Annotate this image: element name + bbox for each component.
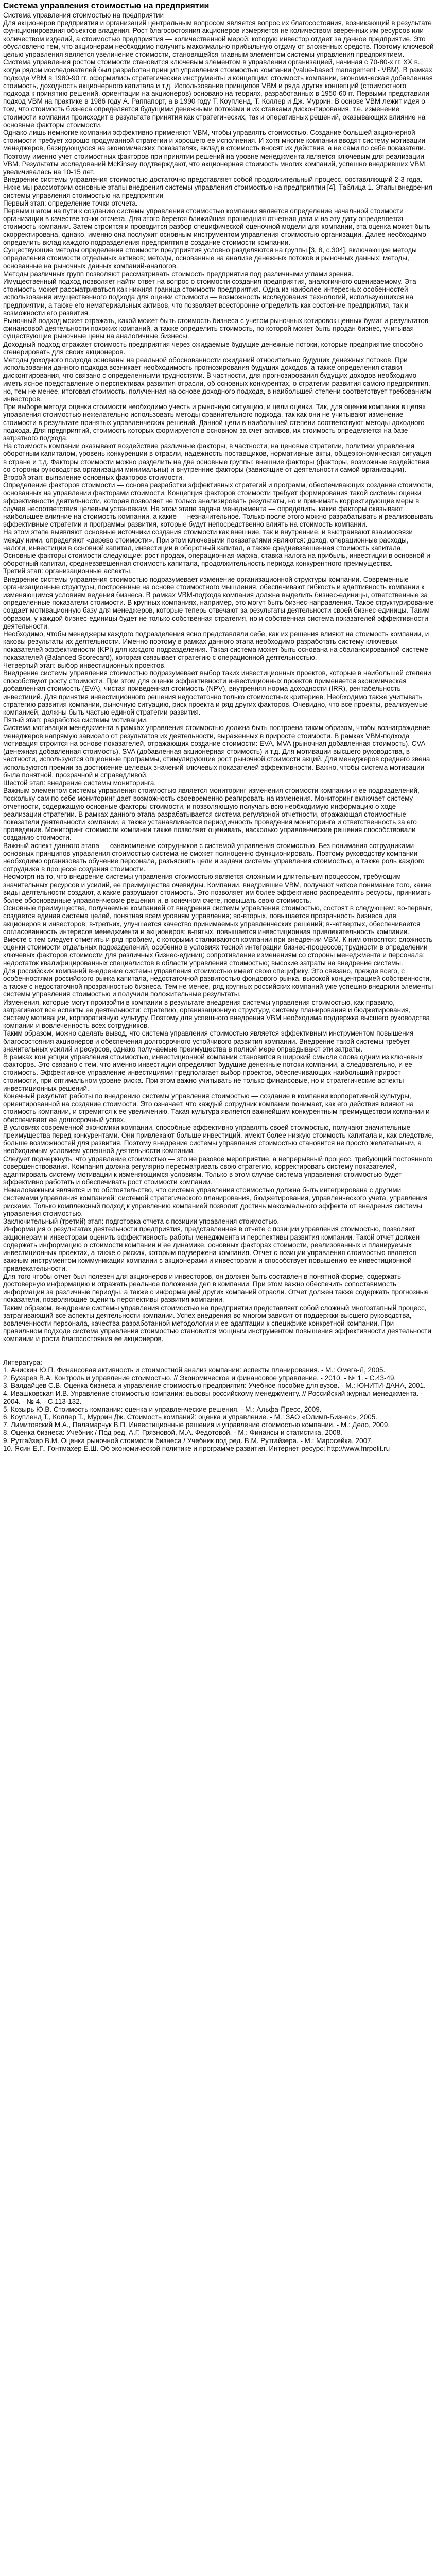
- paragraph: Третий этап: организационные аспекты.: [3, 567, 132, 575]
- paragraph: Для того чтобы отчет был полезен для акционеров и инвесторов, он должен быть составлен в понятной форме, содержать достоверную информацию и отражать реальное положение дел в компании. При этом важно обеспечить сопоставимость информации за различные периоды, а также с информацией других компаний отрасли. Отчет должен также содержать прогнозные показатели, позволяющие оценить перспективы развития компании.: [3, 1272, 429, 1304]
- paragraph: Информация о результатах деятельности предприятия, представленная в отчете с позиции управления стоимостью, позволяет акционерам и инвесторам оценить эффективность работы менеджмента и перспективы развития компании. Такой отчет должен содержать информацию о стоимости компании и ее динамике, основных факторах стоимости, реализованных и планируемых инвестиционных проектах, а также о рисках, которым подвержена компания. Отчет с позиции управления стоимостью является важным инструментом коммуникации компании с акционерами и инвесторами и способствует повышению ее инвестиционной привлекательности.: [3, 1225, 420, 1273]
- paragraph: Изменения, которые могут произойти в компании в результате внедрения системы управления стоимостью, как правило, затрагивают все аспекты ее деятельности: стратегию, организационную структуру, систему планирования и бюджетирования, систему мотивации, корпоративную культуру. Поэтому для успешного внедрения VBM необходима поддержка высшего руководства компании и вовлеченность всех сотрудников.: [3, 998, 430, 1030]
- paragraph: Конечный результат работы по внедрению системы управления стоимостью — создание в компании корпоративной культуры, ориентированной на создание стоимости. Это означает, что каждый сотрудник компании понимает, как его действия влияют на стоимость компании, и стремится к ее увеличению. Такая культура является важнейшим конкурентным преимуществом компании и обеспечивает ее долгосрочный успех.: [3, 1092, 430, 1124]
- paragraph: Рыночный подход может отражать, какой может быть стоимость бизнеса с учетом рыночных котировок ценных бумаг и результатов финансовой деятельности похожих компаний, а также определить стоимость, по которой может быть продан бизнес, учитывая существующие рыночные цены на аналогичные бизнесы.: [3, 316, 428, 341]
- paragraph: В рамках концепции управления стоимостью, инвестиционной компании становится в широкий смысле слова одним из ключевых факторов. Это связано с тем, что именно инвестиции определяют будущие денежные потоки компании, а следовательно, и ее стоимость. Эффективное управление инвестициями предполагает выбор проектов, обеспечивающих наибольший прирост стоимости, при оптимальном уровне риска. При этом важно учитывать не только финансовые, но и стратегические аспекты инвестиционных решений.: [3, 1053, 423, 1092]
- paragraph: Важным элементом системы управления стоимостью является мониторинг изменения стоимости компании и ее подразделений, поскольку сам по себе мониторинг дает возможность своевременно реагировать на изменения. Мониторинг включает систему отчетности, содержащую основные факторы стоимости, и позволяющую получать всю необходимую информацию о ходе реализации стратегии. В рамках данного этапа разрабатывается система регулярной отчетности, отражающая стоимостные показатели деятельности компании, а также устанавливается периодичность проведения мониторинга и ответственность за его проведение. Мониторинг стоимости компании также позволяет оценивать, насколько управленческие решения способствовали созданию стоимости.: [3, 787, 420, 842]
- paragraph: Внедрение системы управления стоимостью подразумевает изменение организационной структуры компании. Современные организационные структуры, построенные на основе стоимостного мышления, обеспечивают гибкость и адаптивность компании к изменяющимся условиям ведения бизнеса. В рамках VBM-подхода компания должна выделить бизнес-единицы, ответственные за определенные показатели стоимости. В крупных компаниях, например, это могут быть бизнес-направления. Такое структурирование создает мотивационную базу для менеджеров, которые теперь отвечают за результаты деятельности своей бизнес-единицы. Таким образом, у каждой бизнес-единицы будет не только собственная стратегия, но и собственная система показателей эффективности деятельности.: [3, 575, 434, 630]
- paragraph: Имущественный подход позволяет найти ответ на вопрос о стоимости создания предприятия, аналогичного оцениваемому. Эта стоимость может рассматриваться как нижняя граница стоимости предприятия. Одна из наиболее интересных особенностей использования имущественного подхода для оценки стоимости — возможность исследования технологий, использующихся на предприятии, а также его нематериальных активов, что позволяет всесторонне определить как состояние предприятия, так и возможности его развития.: [3, 277, 416, 317]
- spacer: [3, 1343, 434, 1359]
- paragraph: Внедрение системы управления стоимостью достаточно представляет собой продолжительный процесс, составляющий 2-3 года. Ниже мы рассмотрим основные этапы внедрения системы управления стоимостью на предприятии [4]. Таблица 1. Этапы внедрения системы управления стоимостью на предприятии: [3, 176, 432, 199]
- paragraph: Методы доходного подхода основаны на реальной обоснованности ожиданий относительно будущих денежных потоков. При использовании данного подхода возникает необходимость прогнозирования будущих доходов, а также определения ставки дисконтирования, что связано с определенными трудностями. В частности, для прогнозирования будущих доходов необходимо иметь ясное представление о перспективах развития отрасли, об основных конкурентах, о стратегии развития самого предприятия, но, тем не менее, итоговая стоимость, полученная на основе доходного подхода, в наибольшей степени соответствует требованиям инвесторов.: [3, 355, 432, 403]
- paragraph: На этом этапе выявляют основные источники создания стоимости как внешние, так и внутренние, и выстраивают взаимосвязи между ними, определяют «дерево стоимости». При этом ключевыми показателями являются: доход, операционные расходы, налоги, инвестиции в основной капитал, инвестиции в оборотный капитал, а также средневзвешенная стоимость капитала. Основные факторы стоимости следующие: рост продаж, операционная маржа, ставка налога на прибыль, инвестиции в основной и оборотный капитал, средневзвешенная стоимость капитала, продолжительность периода конкурентного преимущества.: [3, 528, 430, 568]
- paragraph: Внедрение системы управления стоимостью подразумевает выбор таких инвестиционных проектов, которые в наибольшей степени способствуют росту стоимости. При этом для оценки эффективности инвестиционных проектов применяется экономическая добавленная стоимость (EVA), чистая приведенная стоимость (NPV), внутренняя норма доходности (IRR), рентабельность инвестиций. Для принятия инвестиционного решения недостаточно только стоимостных критериев. Необходимо также учитывать стратегию развития компании, рыночную ситуацию, риск проекта и ряд других факторов. Очевидно, что все проекты, реализуемые компанией, должны быть частью единой стратегии развития.: [3, 669, 431, 717]
- paragraph: Система управления ростом стоимости становится ключевым элементом в управлении организацией, начиная с 70-80-х гг. XX в., когда рядом исследователей был разработан принцип управления стоимостью компании (value-based management - VBM). В рамках подхода VBM в 1980-90 гг. оформились стратегические инструменты и концепции: стоимость компании, экономическая добавленная стоимость, доходность акционерного капитала и т.д. Использование принципов VBM и ряда других концепций (стоимостного подхода к принятию решений, ориентации на акционеров) основано на теориях, разработанных в 1950-60 гг. Первыми представили подход VBM на практике в 1986 году А. Раппапорт, а в 1990 году Т. Коупленд, Т. Коллер и Дж. Муррин. В основе VBM лежит идея о том, что стоимость бизнеса определяется будущими денежными потоками и их ставками дисконтирования, т.е. изменение стоимости компании происходит в результате принятия как стратегических, так и оперативных решений, оказывающих влияние на основные факторы стоимости.: [3, 58, 433, 129]
- page-title: Система управления стоимостью на предприятии: [3, 2, 210, 10]
- reference-item: 4. Ивашковская И.В. Управление стоимостью компании: вызовы российскому менеджменту. // Российский журнал менеджмента. - 2004. - № 4. - С.113-132.: [3, 1389, 423, 1405]
- paragraph: Система управления стоимостью на предприятии: [3, 11, 164, 19]
- paragraph: Несмотря на то, что внедрение системы управления стоимостью является сложным и длительным процессом, требующим значительных ресурсов и усилий, ее преимущества очевидны. Компании, внедрившие VBM, получают четкое понимание того, какие виды деятельности создают, а какие разрушают стоимость. Это позволяет им более эффективно распределять ресурсы, принимать более обоснованные управленческие решения и, в конечном счете, повышать свою стоимость.: [3, 873, 431, 904]
- paragraph: Пятый этап: разработка системы мотивации.: [3, 716, 148, 724]
- paragraph: Второй этап: выявление основных факторов стоимости.: [3, 473, 184, 481]
- paragraph: Таким образом, можно сделать вывод, что система управления стоимостью является эффективным инструментом повышения благосостояния акционеров и обеспечения долгосрочного устойчивого развития компании. Внедрение такой системы требует значительных усилий и ресурсов, однако получаемые преимущества в полной мере оправдывают эти затраты.: [3, 1029, 414, 1053]
- paragraph: Основные преимущества, получаемые компанией от внедрения системы управления стоимостью, состоят в следующем: во-первых, создается единая система целей, понятная всем уровням управления; во-вторых, повышается прозрачность бизнеса для акционеров и инвесторов; в-третьих, улучшается качество принимаемых управленческих решений; в-четвертых, обеспечивается согласованность интересов менеджмента и акционеров; в-пятых, повышается инвестиционная привлекательность компании.: [3, 904, 433, 936]
- paragraph: Необходимо, чтобы менеджеры каждого подразделения ясно представляли себе, как их решения влияют на стоимость компании, и каковы результаты их деятельности. Именно поэтому в рамках данного этапа необходимо разработать систему ключевых показателей эффективности (KPI) для каждого подразделения. Такая система может быть основана на сбалансированной системе показателей (Balanced Scorecard), которая связывает стратегию с операционной деятельностью.: [3, 630, 429, 662]
- paragraph: Четвертый этап: выбор инвестиционных проектов.: [3, 661, 166, 669]
- paragraph: Система мотивации менеджмента в рамках управления стоимостью должна быть построена таким образом, чтобы вознаграждение менеджеров напрямую зависело от результатов их деятельности, выраженных в приросте стоимости. В рамках VBM-подхода мотивация строится на основе показателей, отражающих создание стоимости: EVA, MVA (рыночная добавленная стоимость), CVA (денежная добавленная стоимость), SVA (добавленная акционерная стоимость) и т.д. Для мотивации высшего руководства, в частности, используются опционные программы, стимулирующие рост рыночной стоимости акций. Для менеджеров среднего звена используются премии за достижение целевых значений ключевых показателей эффективности. Важно, чтобы система мотивации была понятной, прозрачной и справедливой.: [3, 724, 430, 779]
- paragraph: Вместе с тем следует отметить и ряд проблем, с которыми сталкиваются компании при внедрении VBM. К ним относятся: сложность оценки стоимости отдельных подразделений, особенно в условиях тесной интеграции бизнес-процессов; трудности в определении ключевых факторов стоимости для различных бизнес-единиц; сопротивление изменениям со стороны менеджмента и персонала; недостаток квалифицированных специалистов в области управления стоимостью; высокие затраты на внедрение системы.: [3, 935, 433, 967]
- paragraph: Заключительный (третий) этап: подготовка отчета с позиции управления стоимостью.: [3, 1217, 280, 1226]
- paragraph: Существующие методы определения стоимости предприятия условно разделяются на группы [3, 8, с.304], включающие методы определения стоимости отдельных активов; методы, основанные на анализе денежных потоков и рыночных данных; методы, основанные на рыночных данных компаний-аналогов.: [3, 246, 417, 270]
- paragraph: Таким образом, внедрение системы управления стоимостью на предприятии представляет собой сложный многоэтапный процесс, затрагивающий все аспекты деятельности компании. Успех внедрения во многом зависит от поддержки высшего руководства, вовлеченности персонала, качества разработанной методологии и ее адаптации к специфике конкретной компании. При правильном подходе система управления стоимостью становится мощным инструментом повышения эффективности деятельности компании и роста благосостояния ее акционеров.: [3, 1303, 431, 1343]
- paragraph: Следует подчеркнуть, что управление стоимостью — это не разовое мероприятие, а непрерывный процесс, требующий постоянного совершенствования. Компания должна регулярно пересматривать свою стратегию, корректировать систему показателей, адаптировать систему мотивации к изменяющимся условиям. Только в этом случае система управления стоимостью будет эффективно работать и обеспечивать рост стоимости компании.: [3, 1155, 433, 1187]
- reference-item: 2. Бухарев В.А. Контроль и управление стоимостью. // Экономическое и финансовое управление. - 2010. - № 1. - С.43-49.: [3, 1374, 396, 1382]
- paragraph: На стоимость компании оказывают воздействие различные факторы, в частности, на ценовые стратегии, политики управления оборотным капиталом, уровень конкуренции в отрасли, надежность поставщиков, нормативные акты, общеэкономическая ситуация в стране и т.д. Факторы стоимости можно разделить на две основные группы: внешние факторы (факторы, возможные воздействия со стороны руководства организации минимальны) и внутренние факторы (зависящие от деятельности самой организации).: [3, 442, 432, 473]
- paragraph: Для акционеров предприятия и организаций центральным вопросом является вопрос их благосостояния, возникающий в результате функционирования объектов владения. Рост благосостояния акционеров измеряется не количеством вверенных им ресурсов или количеством изделий, а стоимостью предприятия — количественной мерой, которую инвестор отдает за данное предприятие. Это обусловлено тем, что акционерам необходимо получить максимально прибыльную отдачу от вложенных средств. Поэтому ключевой целью управления является увеличение стоимости, становящейся главным элементом системы управления предприятием.: [3, 19, 434, 59]
- reference-item: 8. Оценка бизнеса: Учебник / Под ред. А.Г. Грязновой, М.А. Федотовой. - М.: Финансы и статистика, 2008.: [3, 1429, 342, 1437]
- reference-item: 6. Коупленд Т., Коллер Т., Муррин Дж. Стоимость компаний: оценка и управление. - М.: ЗАО «Олимп-Бизнес», 2005.: [3, 1413, 377, 1421]
- paragraph: Первым шагом на пути к созданию системы управления стоимостью компании является определение начальной стоимости организации в качестве точки отсчета. Для этого берется ближайшая прошедшая отчетная дата и на эту дату определяется стоимость компании. Затем строится и проводится разбор специфической оценочной модели для компании, эта оценка может быть скорректирована, однако, именно она послужит основным инструментом управления стоимостью организации. Далее необходимо определить вклад каждого подразделения предприятия в создание стоимости компании.: [3, 207, 430, 246]
- references-title: Литература:: [3, 1358, 43, 1366]
- article-body: [3, 11, 434, 1343]
- reference-item: 5. Козырь Ю.В. Стоимость компании: оценка и управленческие решения. - М.: Альфа-Пресс, 2009.: [3, 1405, 322, 1413]
- paragraph: Первый этап: определение точки отсчета.: [3, 199, 138, 207]
- paragraph: Однако лишь немногие компании эффективно применяют VBM, чтобы управлять стоимостью. Создание большей акционерной стоимости требует хорошо продуманной стратегии и хорошего ее исполнения. И хотя многие компании вводят систему мотивации менеджеров, базирующуюся на экономических показателях, вклад в стоимость вносят их действия, а не сами по себе показатели. Поэтому именно учет стоимостных факторов при принятии решений на уровне менеджмента является ключевым для реализации VBM. Результаты исследований McKinsey подтверждают, что акционерная стоимость многих компаний, успешно внедривших VBM, увеличивалась на 10-15 лет.: [3, 129, 427, 176]
- paragraph: Немаловажным является и то обстоятельство, что система управления стоимостью должна быть интегрирована с другими системами управления компанией: системой стратегического планирования, бюджетирования, управленческого учета, управления рисками. Только комплексный подход к управлению компанией позволит достичь максимального эффекта от внедрения системы управления стоимостью.: [3, 1186, 428, 1218]
- paragraph: Для российских компаний внедрение системы управления стоимостью имеет свою специфику. Это связано, прежде всего, с особенностями российского рынка капитала, недостаточной развитостью фондового рынка, высокой концентрацией собственности, а также с недостаточной прозрачностью бизнеса. Тем не менее, ряд крупных российских компаний уже успешно внедрили элементы системы управления стоимостью и получили положительные результаты.: [3, 967, 433, 998]
- paragraph: Шестой этап: внедрение системы мониторинга.: [3, 778, 156, 787]
- reference-item: 1. Анискин Ю.П. Финансовая активность и стоимостной анализ компании: аспекты планирования. - М.: Омега-Л, 2005.: [3, 1366, 386, 1374]
- paragraph: При выборе метода оценки стоимости необходимо учесть и рыночную ситуацию, и цели оценки. Так, для оценки компании в целях управления стоимостью нежелательно использовать методы сравнительного подхода, так как они не учитывают изменение стоимости в результате принятых управленческих решений. Данной цели в наибольшей степени соответствуют методы доходного подхода. Для предприятий, стоимость которых формируется в основном за счет активов, их стоимость определяется на базе затратного подхода.: [3, 403, 426, 442]
- reference-item: 3. Валдайцев С.В. Оценка бизнеса и управление стоимостью предприятия: Учебное пособие для вузов. - М.: ЮНИТИ-ДАНА, 2001.: [3, 1382, 426, 1390]
- paragraph: Методы различных групп позволяют рассматривать стоимость предприятия под различными углами зрения.: [3, 269, 354, 278]
- reference-item: 9. Рутгайзер В.М. Оценка рыночной стоимости бизнеса / Учебник под ред. В.М. Рутгайзера. - М.: Маросейка, 2007.: [3, 1436, 373, 1445]
- references-list: [3, 1366, 434, 1452]
- reference-item: 10. Ясин Е.Г., Гонтмахер Е.Ш. Об экономической политике и программе развития. Интернет-ресурс: http://www.fnrpolit.ru: [3, 1444, 390, 1452]
- paragraph: Важный аспект данного этапа — ознакомление сотрудников с системой управления стоимостью. Без понимания сотрудниками основных принципов управления стоимостью система не сможет полноценно функционировать. Поэтому руководству компании необходимо организовать обучение персонала, разъяснить цели и задачи системы управления стоимостью, а также роль каждого сотрудника в процессе создания стоимости.: [3, 841, 425, 873]
- reference-item: 7. Лимитовский М.А., Паламарчук В.П. Инвестиционные решения и управление стоимостью компании. - М.: Дело, 2009.: [3, 1421, 390, 1429]
- paragraph: В условиях современной экономики компании, способные эффективно управлять своей стоимостью, получают значительные преимущества перед конкурентами. Они привлекают больше инвестиций, имеют более низкую стоимость капитала и, как следствие, больше возможностей для развития. Поэтому внедрение системы управления стоимостью становится не просто желательным, а необходимым условием успешной деятельности компании.: [3, 1123, 434, 1155]
- paragraph: Доходный подход отражает стоимость предприятия через ожидаемые будущие денежные потоки, которые предприятие способно сгенерировать для своих акционеров.: [3, 340, 423, 356]
- paragraph: Определение факторов стоимости — основа разработки эффективных стратегий и программ, обеспечивающих создание стоимости, основанных на управлении факторами стоимости. Концепция факторов стоимости требует формирования такой системы оценки эффективности деятельности, которая позволяет не только анализировать результаты, но и принимать корректирующие меры в случае несоответствия целевым установкам. На этом этапе задача менеджмента — определить, какие факторы оказывают наибольшее влияние на стоимость компании, а какие — незначительное. Только после этого можно разрабатывать и реализовывать эффективные стратегии и программы развития, которые будут непосредственно влиять на стоимость компании.: [3, 481, 434, 529]
